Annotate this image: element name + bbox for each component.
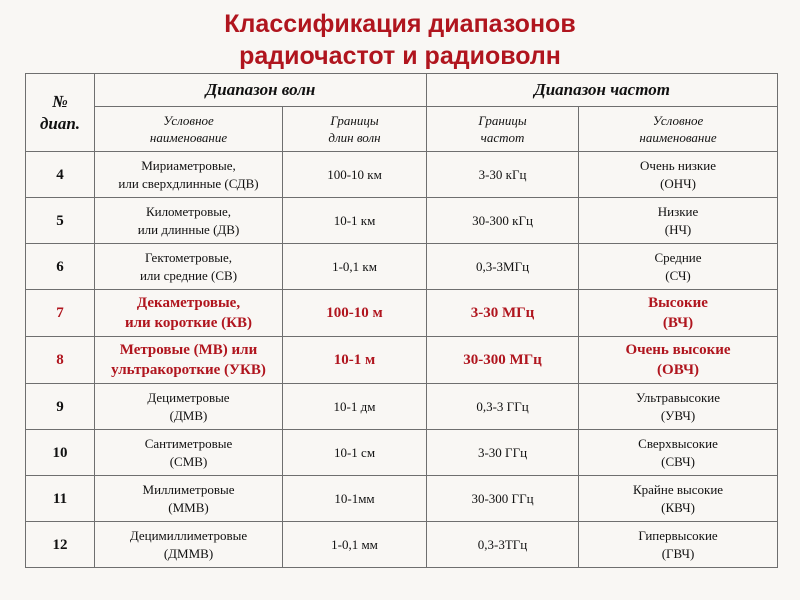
header-wave-range: Диапазон волн	[95, 74, 427, 107]
wave-name-cell	[95, 152, 283, 198]
freq-name-text: (ОНЧ)	[660, 175, 696, 191]
freq-name-text: Крайне высокие	[632, 481, 724, 497]
wave-name-text: Километровые,	[145, 203, 232, 219]
wave-name-text: или длинные (ДВ)	[137, 221, 240, 237]
freq-name-text: (СЧ)	[665, 267, 691, 283]
wave-name-cell	[95, 384, 283, 430]
wave-name-text: Мириаметровые,	[141, 157, 236, 173]
freq-name-text: (ОВЧ)	[657, 362, 699, 378]
freq-range-cell	[427, 244, 579, 290]
freq-name-text: (НЧ)	[664, 221, 692, 237]
wave-name-text: (ММВ)	[168, 499, 209, 515]
wave-range-cell	[283, 476, 427, 522]
wave-range-text: 1-0,1 км	[332, 258, 377, 274]
wave-range-cell	[283, 337, 427, 384]
wave-range-cell	[283, 522, 427, 568]
freq-name-text: (ВЧ)	[662, 315, 694, 331]
freq-name-cell	[579, 198, 778, 244]
freq-range-cell	[427, 337, 579, 384]
wave-range-cell	[283, 198, 427, 244]
wave-name-cell	[95, 476, 283, 522]
wave-range-cell	[283, 430, 427, 476]
band-number-cell	[26, 290, 95, 337]
freq-name-text: Гипервысокие	[638, 527, 718, 543]
band-number-cell	[26, 384, 95, 430]
wave-name-text: (СМВ)	[169, 453, 208, 469]
wave-name-cell	[95, 198, 283, 244]
table-row	[26, 384, 778, 430]
band-number-text: 9	[56, 398, 64, 415]
table-row	[26, 476, 778, 522]
band-number-text: 6	[56, 258, 64, 275]
header-freq-bounds: Границы частот	[427, 107, 579, 152]
band-number-cell	[26, 430, 95, 476]
header-freq-name: Условное наименование	[579, 107, 778, 152]
freq-name-text: (УВЧ)	[660, 407, 696, 423]
wave-name-text: Сантиметровые	[144, 435, 233, 451]
freq-name-text: Сверхвысокие	[638, 435, 718, 451]
wave-range-cell	[283, 384, 427, 430]
freq-name-text: Очень высокие	[625, 342, 731, 358]
title-line-1: Классификация диапазонов	[224, 10, 576, 38]
freq-name-cell	[579, 476, 778, 522]
wave-range-cell	[283, 290, 427, 337]
wave-range-text: 1-0,1 мм	[331, 536, 378, 552]
band-number-cell	[26, 152, 95, 198]
header-row-sub	[26, 107, 778, 152]
header-band-number	[26, 74, 95, 152]
header-frequency-range: Диапазон частот	[427, 74, 778, 107]
freq-range-text: 0,3-3МГц	[475, 258, 530, 274]
band-number-text: 7	[56, 305, 64, 321]
wave-name-text: или сверхдлинные (СДВ)	[118, 175, 259, 191]
wave-name-text: (ДММВ)	[163, 545, 214, 561]
band-number-text: 8	[56, 352, 64, 368]
band-number-cell	[26, 198, 95, 244]
page-title	[0, 8, 800, 72]
wave-name-text: или средние (СВ)	[139, 267, 238, 283]
wave-range-text: 10-1 км	[333, 212, 376, 228]
freq-range-cell	[427, 430, 579, 476]
wave-range-cell	[283, 152, 427, 198]
band-number-text: 11	[52, 490, 68, 507]
title-line-2: радиочастот и радиоволн	[239, 42, 561, 70]
freq-name-text: Средние	[654, 249, 702, 265]
wave-range-text: 10-1мм	[334, 490, 375, 506]
wave-name-text: Метровые (МВ) или	[119, 342, 258, 358]
freq-range-cell	[427, 476, 579, 522]
wave-range-text: 100-10 м	[326, 305, 383, 321]
freq-range-cell	[427, 198, 579, 244]
freq-range-text: 30-300 ГГц	[471, 490, 534, 506]
band-number-text: 12	[52, 536, 68, 553]
table-row	[26, 337, 778, 384]
freq-name-cell	[579, 152, 778, 198]
band-number-text: 4	[56, 166, 64, 183]
wave-range-text: 10-1 м	[333, 352, 376, 368]
table-row	[26, 522, 778, 568]
table-row	[26, 198, 778, 244]
wave-name-text: Миллиметровые	[142, 481, 235, 497]
wave-name-cell	[95, 430, 283, 476]
freq-range-cell	[427, 384, 579, 430]
freq-name-cell	[579, 430, 778, 476]
header-num-label: диап.	[39, 113, 81, 133]
header-wave-bounds: Границы длин волн	[283, 107, 427, 152]
wave-range-text: 10-1 дм	[333, 398, 376, 414]
freq-range-text: 3-30 МГц	[470, 305, 535, 321]
freq-range-text: 30-300 МГц	[463, 352, 542, 368]
freq-range-text: 30-300 кГц	[472, 212, 533, 228]
freq-name-cell	[579, 244, 778, 290]
band-number-cell	[26, 244, 95, 290]
wave-name-cell	[95, 244, 283, 290]
header-wave-name: Условное наименование	[95, 107, 283, 152]
table-row	[26, 430, 778, 476]
wave-name-text: Гектометровые,	[145, 249, 232, 265]
wave-name-text: Децимиллиметровые	[129, 527, 248, 543]
freq-range-text: 3-30 ГГц	[477, 444, 528, 460]
freq-name-text: (КВЧ)	[661, 499, 695, 515]
freq-range-text: 0,3-3ТГц	[477, 536, 528, 552]
wave-name-text: (ДМВ)	[169, 407, 208, 423]
table-row	[26, 244, 778, 290]
wave-name-text: или короткие (КВ)	[125, 315, 252, 331]
table-body	[26, 152, 778, 568]
freq-name-text: Ультравысокие	[636, 389, 720, 405]
header-num-symbol: №	[52, 91, 68, 111]
freq-range-text: 0,3-3 ГГц	[476, 398, 529, 414]
freq-range-text: 3-30 кГц	[478, 166, 527, 182]
freq-name-text: Низкие	[657, 203, 699, 219]
freq-name-text: (ГВЧ)	[661, 545, 695, 561]
freq-name-cell	[579, 337, 778, 384]
radio-bands-table	[25, 73, 778, 568]
freq-name-cell	[579, 384, 778, 430]
wave-name-cell	[95, 337, 283, 384]
freq-name-text: Высокие	[648, 295, 708, 311]
freq-range-cell	[427, 152, 579, 198]
freq-range-cell	[427, 290, 579, 337]
table-row	[26, 290, 778, 337]
freq-name-cell	[579, 290, 778, 337]
wave-name-cell	[95, 290, 283, 337]
freq-name-cell	[579, 522, 778, 568]
freq-range-cell	[427, 522, 579, 568]
band-number-cell	[26, 476, 95, 522]
header-row-main	[26, 74, 778, 107]
wave-range-cell	[283, 244, 427, 290]
wave-range-text: 10-1 см	[333, 444, 376, 460]
band-number-cell	[26, 337, 95, 384]
wave-name-text: Дециметровые	[147, 389, 230, 405]
wave-name-text: ультракороткие (УКВ)	[111, 362, 266, 378]
band-number-text: 5	[56, 212, 64, 229]
wave-range-text: 100-10 км	[327, 166, 382, 182]
band-number-cell	[26, 522, 95, 568]
wave-name-cell	[95, 522, 283, 568]
freq-name-text: (СВЧ)	[661, 453, 695, 469]
table-row	[26, 152, 778, 198]
wave-name-text: Декаметровые,	[136, 295, 241, 311]
band-number-text: 10	[52, 444, 68, 461]
freq-name-text: Очень низкие	[640, 157, 716, 173]
